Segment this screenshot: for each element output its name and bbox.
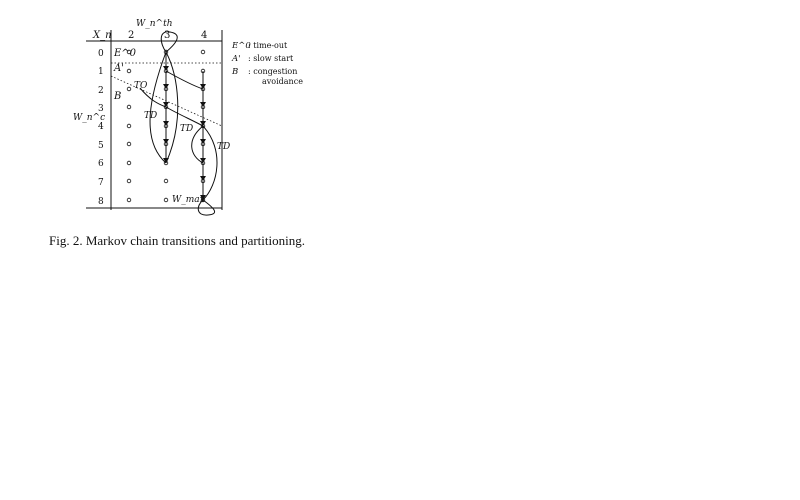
row-label-3: 3 <box>98 104 104 114</box>
row-label-6: 6 <box>98 159 104 169</box>
row-label-7: 7 <box>98 178 104 188</box>
state-circle <box>127 161 131 165</box>
wmax-label: W_max <box>172 195 205 205</box>
col-label-2: 2 <box>128 30 135 41</box>
row-label-8: 8 <box>98 197 104 207</box>
legend-text-1: : slow start <box>248 54 294 63</box>
states-col2 <box>127 50 131 202</box>
state-circle <box>127 124 131 128</box>
legend-key-0: E^0 <box>232 41 251 51</box>
state-circle <box>127 69 131 73</box>
arrowhead <box>200 176 206 181</box>
legend-text-3: avoidance <box>262 77 303 86</box>
col-label-4: 4 <box>201 30 208 41</box>
arrowhead <box>163 139 169 144</box>
legend-key-1: A' <box>232 54 241 64</box>
state-circle <box>127 142 131 146</box>
legend-text-0: : time-out <box>248 41 288 50</box>
state-circle <box>127 179 131 183</box>
row-label-2: 2 <box>98 86 104 96</box>
region-label-congestion: B <box>114 91 122 102</box>
arrowhead <box>163 66 169 71</box>
transition-label-td-2: TD <box>180 124 194 134</box>
state-circle <box>127 87 131 91</box>
transition-label-td-1: TD <box>144 111 158 121</box>
row-label-4: 4 <box>98 122 104 132</box>
transition-label-to: TO <box>134 81 148 91</box>
figure-caption: Fig. 2. Markov chain transitions and partitioning. <box>49 233 305 248</box>
row-label-5: 5 <box>98 141 104 151</box>
region-label-slow-start: A' <box>114 63 124 74</box>
legend-text-2: : congestion <box>248 67 298 76</box>
td-arc-col3-left <box>150 52 166 163</box>
arrowhead <box>200 102 206 107</box>
state-circle <box>127 105 131 109</box>
state-circle <box>164 179 168 183</box>
row-labels <box>98 49 104 207</box>
curved-transitions <box>140 32 217 215</box>
legend <box>231 41 303 86</box>
state-circle <box>164 198 168 202</box>
arrowhead <box>200 139 206 144</box>
ss-to-ca-arc <box>166 71 203 89</box>
transition-label-td-3: TD <box>217 142 231 152</box>
row-label-1: 1 <box>98 67 104 77</box>
legend-key-2: B <box>232 67 239 77</box>
arrowhead <box>163 84 169 89</box>
state-circle <box>127 198 131 202</box>
region-label-timeout: E^0 <box>114 48 137 59</box>
window-label: W_n^c <box>73 113 106 123</box>
row-label-0: 0 <box>98 49 104 59</box>
arrowhead <box>163 121 169 126</box>
col-label-3: 3 <box>164 30 171 41</box>
state-circle <box>201 50 205 54</box>
xn-label: X_n <box>93 30 112 41</box>
threshold-label: W_n^th <box>136 19 173 29</box>
